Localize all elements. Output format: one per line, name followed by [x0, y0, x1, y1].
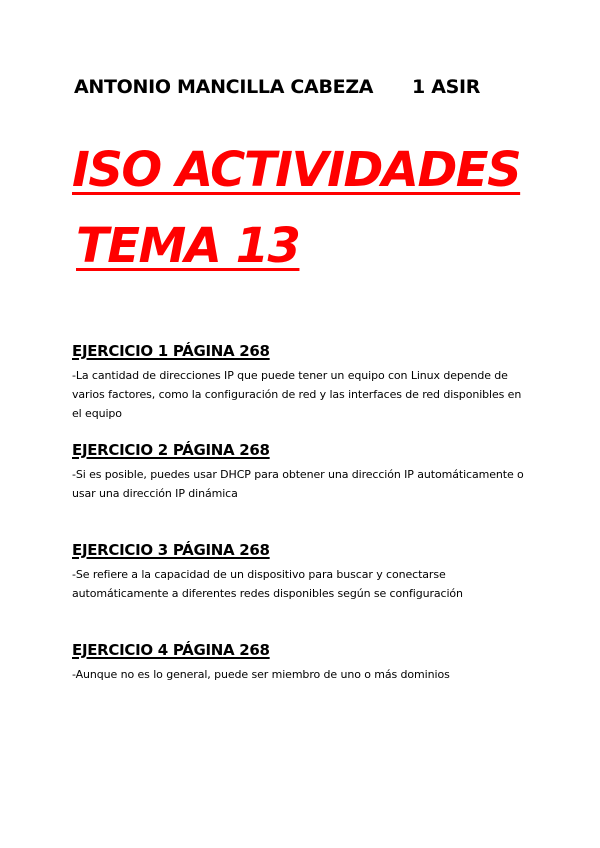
exercise-4	[72, 641, 532, 684]
exercise-answer: -La cantidad de direcciones IP que puede tener un equipo con Linux depende de varios factores, como la configuración de red y las interfaces de red disponibles en el equipo	[72, 369, 522, 420]
exercise-heading: EJERCICIO 4 PÁGINA 268	[72, 641, 270, 659]
exercise-heading: EJERCICIO 1 PÁGINA 268	[72, 342, 270, 360]
exercise-3	[72, 541, 532, 603]
exercise-answer: -Si es posible, puedes usar DHCP para obtener una dirección IP automáticamente o usar una dirección IP dinámica	[72, 468, 524, 500]
document-title-line-2: TEMA 13	[76, 218, 300, 274]
exercise-2	[72, 441, 532, 503]
document-title-line-1: ISO ACTIVIDADES	[72, 142, 521, 198]
exercise-1	[72, 342, 532, 423]
course-label: 1 ASIR	[412, 76, 481, 98]
exercise-answer: -Se refiere a la capacidad de un dispositivo para buscar y conectarse automáticamente a diferentes redes disponibles según se configuración	[72, 568, 463, 600]
exercise-answer: -Aunque no es lo general, puede ser miembro de uno o más dominios	[72, 668, 450, 681]
author-name: ANTONIO MANCILLA CABEZA	[74, 76, 374, 98]
document-header	[74, 76, 481, 98]
exercise-heading: EJERCICIO 2 PÁGINA 268	[72, 441, 270, 459]
exercise-heading: EJERCICIO 3 PÁGINA 268	[72, 541, 270, 559]
